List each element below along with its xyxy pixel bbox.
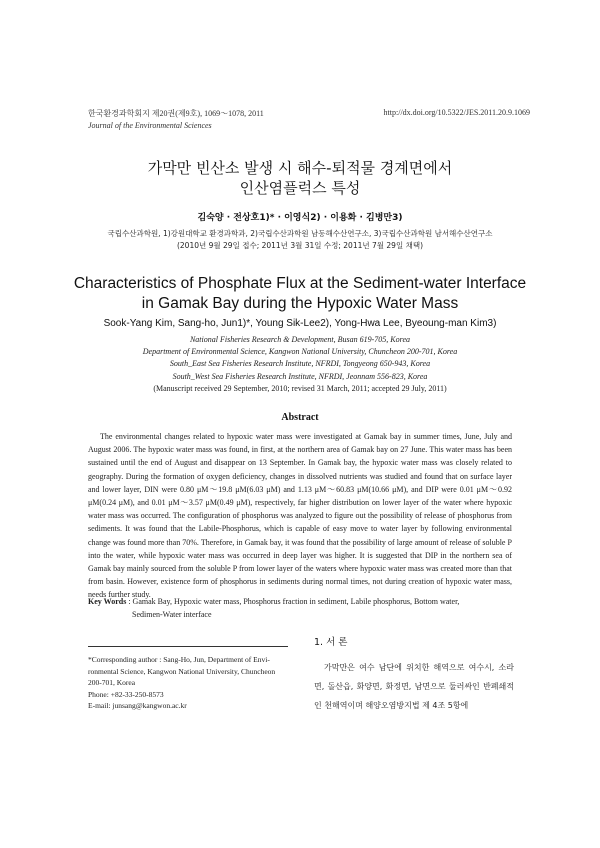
korean-title: [0, 158, 600, 198]
corresponding-author-footnote: [88, 654, 298, 712]
korean-authors-text: 김숙양 · 전상호1)* · 이영식2) · 이용화 · 김병만3): [197, 213, 403, 223]
korean-authors: [0, 210, 600, 223]
abstract-heading: Abstract: [281, 412, 319, 423]
keywords-text-continued: Sedimen-Water interface: [132, 609, 212, 619]
korean-affiliation-line: 국립수산과학원, 1)강원대학교 환경과학과, 2)국립수산과학원 남동해수산연구소, 3)국립수산과학원 남서해수산연구소: [107, 229, 493, 238]
korean-title-line1: 가막만 빈산소 발생 시 해수-퇴적물 경계면에서: [147, 159, 453, 177]
english-authors: Sook-Yang Kim, Sang-ho, Jun1)*, Young Sik-Lee2), Yong-Hwa Lee, Byeoung-man Kim3): [103, 318, 497, 329]
korean-affiliations: [0, 228, 600, 252]
korean-dates: (2010년 9월 29일 접수; 2011년 3월 31일 수정; 2011년 7월 29일 채택): [176, 241, 423, 250]
journal-korean-citation: 한국환경과학회지 제20권(제9호), 1069～1078, 2011: [88, 109, 264, 118]
manuscript-dates: (Manuscript received 29 September, 2010; revised 31 March, 2011; accepted 29 July, 2011): [153, 383, 447, 393]
affiliation-nfrdi: National Fisheries Research & Development, Busan 619-705, Korea: [189, 335, 411, 344]
affiliation-kangwon: Department of Environmental Science, Kangwon National University, Chuncheon 200-701, Korea: [142, 347, 458, 357]
journal-english-name: Journal of the Environmental Sciences: [88, 121, 212, 130]
footnote-line2: ronmental Science, Kangwon National University, Chuncheon: [88, 666, 276, 676]
english-title-line1: Characteristics of Phosphate Flux at the Sediment-water Interface: [73, 275, 527, 292]
doi-link[interactable]: http://dx.doi.org/10.5322/JES.2011.20.9.1069: [383, 108, 530, 117]
footnote-line1: *Corresponding author : Sang-Ho, Jun, Department of Envi-: [88, 655, 270, 664]
korean-title-line2: 인산염플럭스 특성: [239, 179, 361, 197]
affiliation-southwest: South_West Sea Fisheries Research Institute, NFRDI, Jeonnam 556-823, Korea: [172, 371, 428, 381]
english-title: [0, 274, 600, 314]
keywords: [88, 596, 512, 621]
introduction-heading: 1. 서 론: [314, 637, 348, 648]
abstract-body: The environmental changes related to hypoxic water mass were investigated at Gamak bay in summer times, June, July and August 2006. The hypoxic water mass was found, in first, at the northern area of Gamak bay on 27 June. This water mass has been sustained until the end of August and disappear on 13 September. In Gamak bay, the hypoxic water mass was closely related to geography. During the formation of oxygen deficiency, changes in dissolved nutrients was studied and found that on surface layer and lower layer, DIN were 0.80 μM～19.8 μM(6.03 μM) and 1.13 μM～60.83 μM(10.66 μM), and DIP were 0.01 μM～0.92 μM(0.24 μM), and 0.01 μM～3.57 μM(0.49 μM), respectively, far higher distribution on lower layer of the water where hypoxic water mass was occurred. The configuration of phosphorus was analyzed to figure out the possibility of release of phosphorus from sediments. It was found that the Labile-Phosphorus, which is capable of easy move to water layer by following environmental change was found more than 70%. Therefore, in Gamak bay, it was found that the possibility of large amount of release of soluble P into the water, while hypoxic water mass was occurred in deep layer was higher. It is suggested that DIP in the northern sea of Gamak bay mainly sourced from the soluble P from lower layer of the waters where hypoxic water mass was created more than that from basin. However, existence form of phosphorus in sediments during normal times, not during creation of hypoxic water mass, needs further study.: [88, 432, 512, 600]
journal-header: [88, 108, 264, 132]
footnote-divider: [88, 646, 288, 647]
footnote-phone: Phone: +82-33-250-8573: [88, 689, 164, 699]
introduction-text: 가막만은 여수 남단에 위치한 해역으로 여수시, 소라면, 돌산읍, 화양면, 화정면, 남면으로 둘러싸인 반폐쇄적인 천해역이며 해양오염방지법 제 4조 5항에: [314, 663, 514, 710]
footnote-email[interactable]: E-mail: junsang@kangwon.ac.kr: [88, 701, 187, 711]
english-affiliations: [0, 334, 600, 395]
footnote-line3: 200-701, Korea: [88, 678, 136, 688]
affiliation-southeast: South_East Sea Fisheries Research Institute, NFRDI, Tongyeong 650-943, Korea: [169, 359, 431, 369]
english-title-line2: in Gamak Bay during the Hypoxic Water Mass: [141, 295, 459, 312]
keywords-text: : Gamak Bay, Hypoxic water mass, Phosphorus fraction in sediment, Labile phosphorus, Bottom water,: [128, 597, 460, 606]
keywords-label: Key Words: [88, 597, 127, 606]
